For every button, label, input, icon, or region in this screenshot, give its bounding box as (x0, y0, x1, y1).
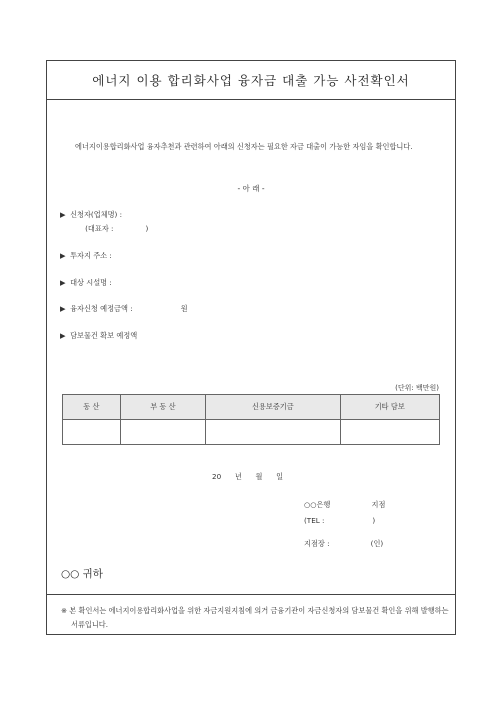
footer-note-box (47, 594, 455, 636)
collateral-line: ▶ 담보물건 확보 예정액 (60, 331, 138, 340)
footer-note: ※ 본 확인서는 에너지이용합리화사업을 위한 자금지원지침에 의거 금융기관이 자금신청자의 담보물건 확인을 위해 발행하는 서류입니다. (61, 606, 449, 629)
table-row (63, 420, 440, 445)
recipient: ○○ 귀하 (61, 568, 103, 580)
subheading: - 아 래 - (237, 184, 265, 193)
table-header-credit-guarantee: 신용보증기금 (206, 395, 340, 420)
table-header-row (63, 395, 440, 420)
table-header-movable: 동 산 (63, 395, 121, 420)
applicant-line: ▶ 신청자(업체명) : (60, 210, 123, 219)
date-line: 20 년 월 일 (212, 472, 284, 481)
loan-amount-line: ▶ 융자신청 예정금액 : 원 (60, 304, 188, 313)
table-cell (340, 420, 439, 445)
document-frame (46, 60, 456, 635)
branch-manager-line: 지점장 : (인) (304, 539, 384, 548)
facility-name-line: ▶ 대상 시설명 : (60, 278, 112, 287)
table-cell (120, 420, 205, 445)
table-header-realestate: 부 동 산 (120, 395, 205, 420)
table-header-other: 기타 담보 (340, 395, 439, 420)
tel-line: (TEL : ) (304, 516, 376, 525)
intro-paragraph: 에너지이용합리화사업 융자추천과 관련하여 아래의 신청자는 필요한 자금 대출이 가능한 자임을 확인합니다. (75, 142, 413, 151)
table-cell (63, 420, 121, 445)
table-cell (206, 420, 340, 445)
representative-line: (대표자 : ) (60, 224, 149, 233)
title-row (47, 61, 455, 100)
bank-line: ○○은행 지점 (304, 500, 386, 509)
document-title: 에너지 이용 합리화사업 융자금 대출 가능 사전확인서 (92, 73, 410, 88)
unit-note: (단위: 백만원) (395, 384, 439, 392)
collateral-table (62, 394, 440, 445)
bank-block (304, 497, 385, 529)
investment-address-line: ▶ 투자지 주소 : (60, 251, 112, 260)
